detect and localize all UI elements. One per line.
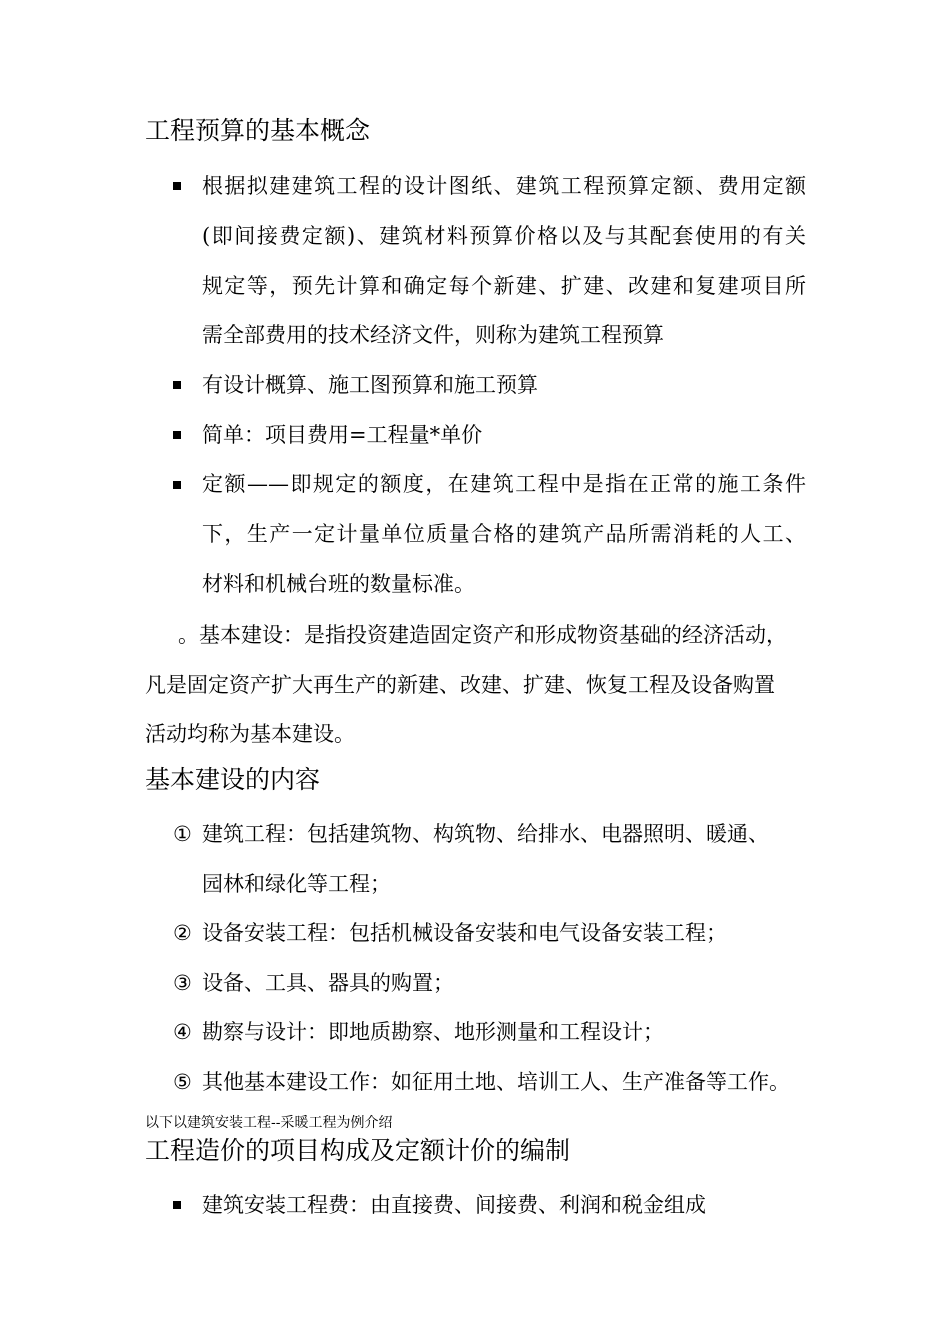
paragraph-line: 凡是固定资产扩大再生产的新建、改建、扩建、恢复工程及设备购置 [145, 673, 775, 697]
bullet-text-line: 根据拟建建筑工程的设计图纸、建筑工程预算定额、费用定额 [202, 174, 806, 198]
circled-number-2: ② [173, 921, 192, 945]
bullet-text-line: 规定等，预先计算和确定每个新建、扩建、改建和复建项目所 [202, 274, 806, 298]
circled-number-4: ④ [173, 1020, 192, 1044]
bullet-square-icon [173, 431, 181, 439]
intro-note: 以下以建筑安装工程--采暖工程为例介绍 [145, 1115, 393, 1131]
circled-number-1: ① [173, 822, 192, 846]
circled-number-3: ③ [173, 971, 192, 995]
bullet-text: 有设计概算、施工图预算和施工预算 [202, 373, 538, 397]
bullet-text: 简单：项目费用=工程量*单价 [202, 423, 483, 447]
list-item-line: 勘察与设计：即地质勘察、地形测量和工程设计； [202, 1020, 664, 1044]
list-item-line: 设备安装工程：包括机械设备安装和电气设备安装工程； [202, 921, 727, 945]
circled-number-5: ⑤ [173, 1070, 192, 1094]
section-heading-cost-composition: 工程造价的项目构成及定额计价的编制 [145, 1136, 571, 1165]
list-item-line: 建筑工程：包括建筑物、构筑物、给排水、电器照明、暖通、 [202, 822, 769, 846]
bullet-square-icon [173, 381, 181, 389]
section-heading-budget-concept: 工程预算的基本概念 [145, 116, 371, 145]
list-item-line: 设备、工具、器具的购置； [202, 971, 454, 995]
list-item-line: 其他基本建设工作：如征用土地、培训工人、生产准备等工作。 [202, 1070, 790, 1094]
bullet-square-icon [173, 481, 181, 489]
paragraph-line: 。基本建设：是指投资建造固定资产和形成物资基础的经济活动， [178, 623, 787, 647]
bullet-text-line: 下，生产一定计量单位质量合格的建筑产品所需消耗的人工、 [202, 522, 806, 546]
bullet-text-line: 定额——即规定的额度，在建筑工程中是指在正常的施工条件 [202, 472, 806, 496]
bullet-text-line: (即间接费定额)、建筑材料预算价格以及与其配套使用的有关 [202, 224, 806, 248]
bullet-square-icon [173, 182, 181, 190]
section-heading-construction-content: 基本建设的内容 [145, 765, 321, 794]
bullet-text-line: 材料和机械台班的数量标准。 [202, 572, 475, 596]
list-item-line: 园林和绿化等工程； [202, 872, 391, 896]
paragraph-line: 活动均称为基本建设。 [145, 722, 355, 746]
bullet-text-line: 需全部费用的技术经济文件，则称为建筑工程预算 [202, 323, 664, 347]
bullet-square-icon [173, 1201, 181, 1209]
bullet-text: 建筑安装工程费：由直接费、间接费、利润和税金组成 [202, 1193, 706, 1217]
